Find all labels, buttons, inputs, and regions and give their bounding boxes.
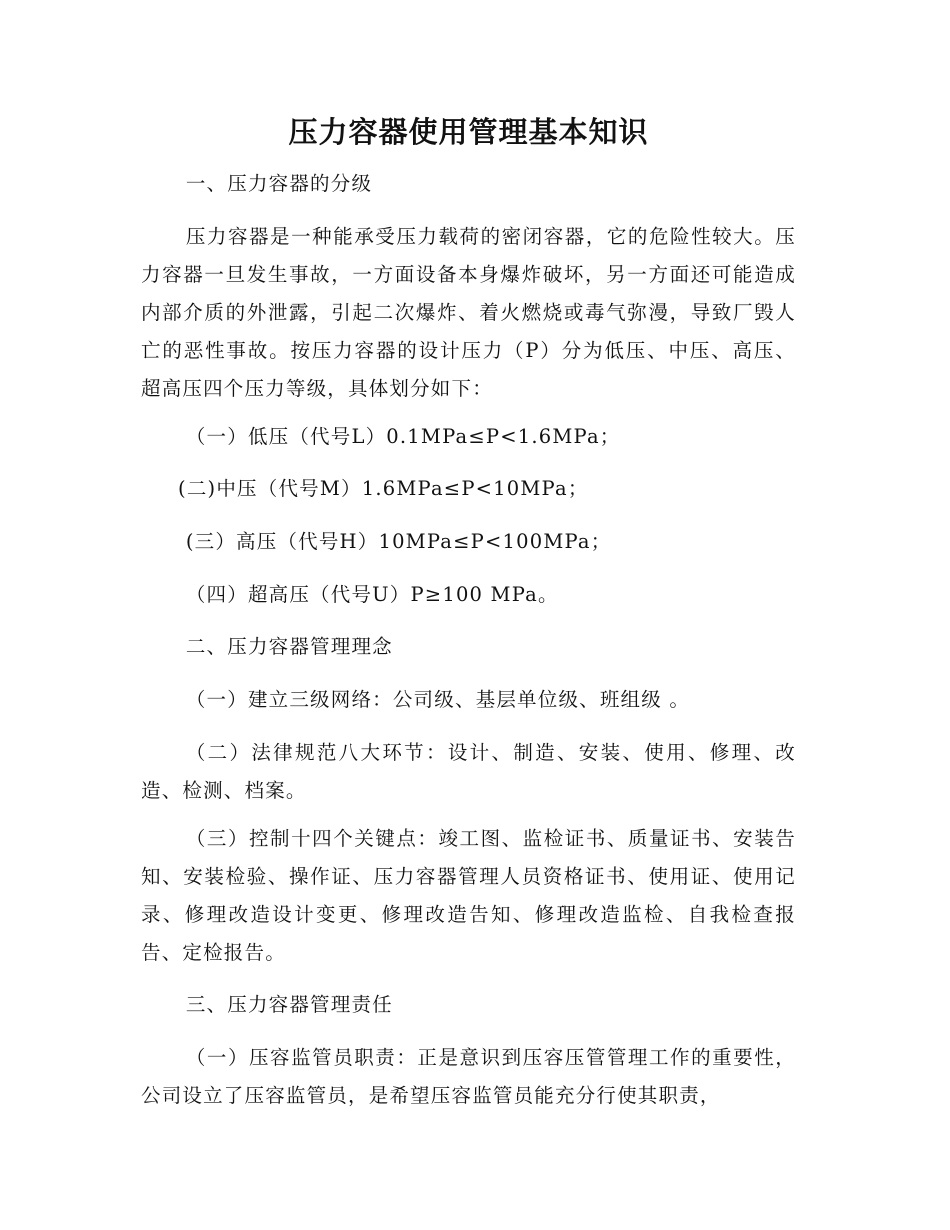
section-heading-1: 一、压力容器的分级 — [185, 172, 373, 195]
paragraph-supervisor-duties: （一）压容监管员职责：正是意识到压容压管管理工作的重要性，公司设立了压容监管员，是希望压容监管员能充分行使其职责， — [141, 1046, 796, 1107]
list-item-medium-pressure: (二)中压（代号M）1.6MPa≤P<10MPa； — [178, 477, 589, 500]
paragraph-three-level-network: （一）建立三级网络：公司级、基层单位级、班组级 。 — [185, 688, 691, 711]
paragraph-intro: 压力容器是一种能承受压力载荷的密闭容器，它的危险性较大。压力容器一旦发生事故，一方面设备本身爆炸破坏，另一方面还可能造成内部介质的外泄露，引起二次爆炸、着火燃烧或毒气弥漫，导致厂毁人亡的恶性事故。按压力容器的设计压力（P）分为低压、中压、高压、超高压四个压力等级，具体划分如下： — [141, 225, 796, 400]
section-heading-2: 二、压力容器管理理念 — [185, 635, 393, 658]
list-item-low-pressure: （一）低压（代号L）0.1MPa≤P<1.6MPa； — [185, 425, 621, 448]
paragraph-fourteen-key-points: （三）控制十四个关键点：竣工图、监检证书、质量证书、安装告知、安装检验、操作证、压力容器管理人员资格证书、使用证、使用记录、修理改造设计变更、修理改造告知、修理改造监检、自我检查报告、定检报告。 — [141, 827, 796, 964]
document-title: 压力容器使用管理基本知识 — [288, 115, 649, 149]
list-item-ultra-high-pressure: （四）超高压（代号U）P≥100 MPa。 — [185, 583, 559, 606]
list-item-high-pressure: (三）高压（代号H）10MPa≤P<100MPa； — [185, 530, 612, 553]
paragraph-eight-links: （二）法律规范八大环节：设计、制造、安装、使用、修理、改造、检测、档案。 — [141, 741, 796, 802]
section-heading-3: 三、压力容器管理责任 — [185, 993, 393, 1016]
